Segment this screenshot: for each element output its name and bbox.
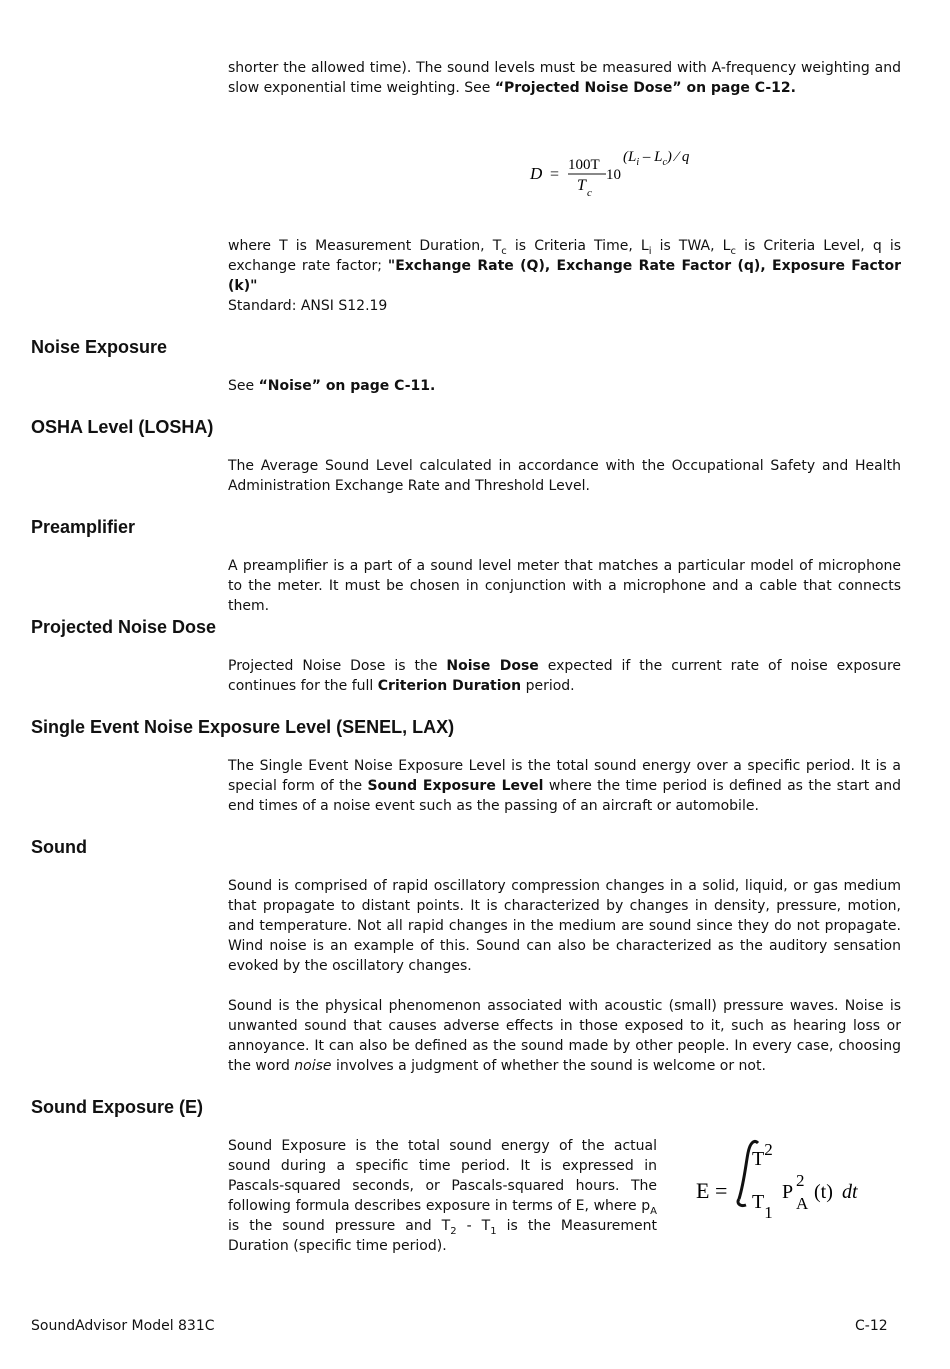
noise-italic: noise xyxy=(294,1058,332,1074)
sound-paragraph-2: Sound is the physical phenomenon associated with acoustic (small) pressure waves. Noise is unwanted sound that causes adverse effects in those exposed to it, such as hearing loss or annoyance. It can also be defined as the sound made by other people. In every case, choosing the word noise involves a judgment of whether the sound is welcome or not. xyxy=(228,998,901,1074)
where-paragraph: where T is Measurement Duration, $T_c$ is Criteria Time, $L_i$ is TWA, $L_c$ is Criteria Level, q is exchange rate factor; "Exchange Rate (Q), Exchange Rate Factor (q), Exposure Factor (k)" xyxy=(228,238,902,294)
footer-page-number: C-12 xyxy=(855,1318,888,1334)
formula-p-sub: A xyxy=(796,1194,809,1213)
formula-dt: dt xyxy=(842,1181,858,1203)
integral-upper: $T^2$ xyxy=(752,1140,773,1170)
noise-exposure-text: See “Noise” on page C-11. xyxy=(228,378,436,394)
sound-exposure-level-term: Sound Exposure Level xyxy=(367,778,544,794)
osha-text: The Average Sound Level calculated in accordance with the Occupational Safety and Health Administration Exchange Rate and Threshold Level. xyxy=(228,458,901,494)
formula-numerator: 100T xyxy=(568,157,600,173)
preamplifier-text: A preamplifier is a part of a sound level meter that matches a particular model of microphone to the meter. It must be chosen in conjunction with a microphone and a cable that connects them. xyxy=(228,558,901,614)
heading-sound-exposure: Sound Exposure (E) xyxy=(31,1097,204,1117)
formula-exponent: $(L_i - L_c)$ ⁄ q xyxy=(623,149,690,168)
formula-arg: (t) xyxy=(814,1181,833,1203)
formula-e: E = xyxy=(696,1178,728,1203)
formula-den-sub: c xyxy=(587,187,592,199)
noise-dose-term: Noise Dose xyxy=(446,658,539,674)
heading-sound: Sound xyxy=(31,837,87,857)
footer-title: SoundAdvisor Model 831C xyxy=(31,1318,215,1334)
heading-senel: Single Event Noise Exposure Level (SENEL, LAX) xyxy=(31,717,455,737)
formula-base: 10 xyxy=(606,167,621,183)
heading-preamplifier: Preamplifier xyxy=(31,517,136,537)
heading-projected-noise-dose: Projected Noise Dose xyxy=(31,617,217,637)
projected-text: Projected Noise Dose is the Noise Dose expected if the current rate of noise exposure continues for the full Criterion Duration period. xyxy=(228,658,901,694)
projected-noise-dose-link[interactable]: “Projected Noise Dose” on page C-12. xyxy=(494,80,796,96)
exchange-rate-link[interactable]: "Exchange Rate (Q), Exchange Rate Factor (q), Exposure Factor (k)" xyxy=(228,258,901,294)
formula-denominator: T xyxy=(577,177,586,194)
formula-p: P xyxy=(782,1181,794,1203)
formula-eq: = xyxy=(550,166,560,183)
standard-text: Standard: ANSI S12.19 xyxy=(228,298,388,314)
senel-text: The Single Event Noise Exposure Level is the total sound energy over a specific period. It is a special form of the Sound Exposure Level where the time period is defined as the start and end times of a noise event such as the passing of an aircraft or automobile. xyxy=(228,758,901,814)
heading-noise-exposure: Noise Exposure xyxy=(31,337,168,357)
sound-exposure-text: Sound Exposure is the total sound energy of the actual sound during a specific time period. It is expressed in Pascals-squared seconds, or Pascals-squared hours. The following formula describes exposure in terms of E, where $p_A$ is the sound pressure and $T_2 - T_1$ is the Measurement Duration (specific time period). xyxy=(228,1138,658,1254)
dose-formula xyxy=(528,145,728,205)
integral-lower: $T_1$ xyxy=(752,1191,773,1222)
formula-p-sup: 2 xyxy=(796,1171,805,1190)
noise-link[interactable]: “Noise” on page C-11. xyxy=(258,378,436,394)
formula-d: D xyxy=(530,164,543,183)
heading-osha-level: OSHA Level (LOSHA) xyxy=(31,417,214,437)
intro-paragraph xyxy=(228,58,901,98)
criterion-duration-term: Criterion Duration xyxy=(377,678,522,694)
sound-paragraph-1: Sound is comprised of rapid oscillatory compression changes in a solid, liquid, or gas medium that propagate to distant points. It is characterized by changes in density, pressure, motion, and temperature. Not all rapid changes in the medium are sound since they do not propagate. Wind noise is an example of this. Sound can also be characterized as the auditory sensation evoked by the oscillatory changes. xyxy=(228,878,901,974)
exposure-formula xyxy=(696,1133,876,1228)
intro-text: shorter the allowed time). The sound levels must be measured with A-frequency weighting and slow exponential time weighting. See xyxy=(228,60,901,96)
